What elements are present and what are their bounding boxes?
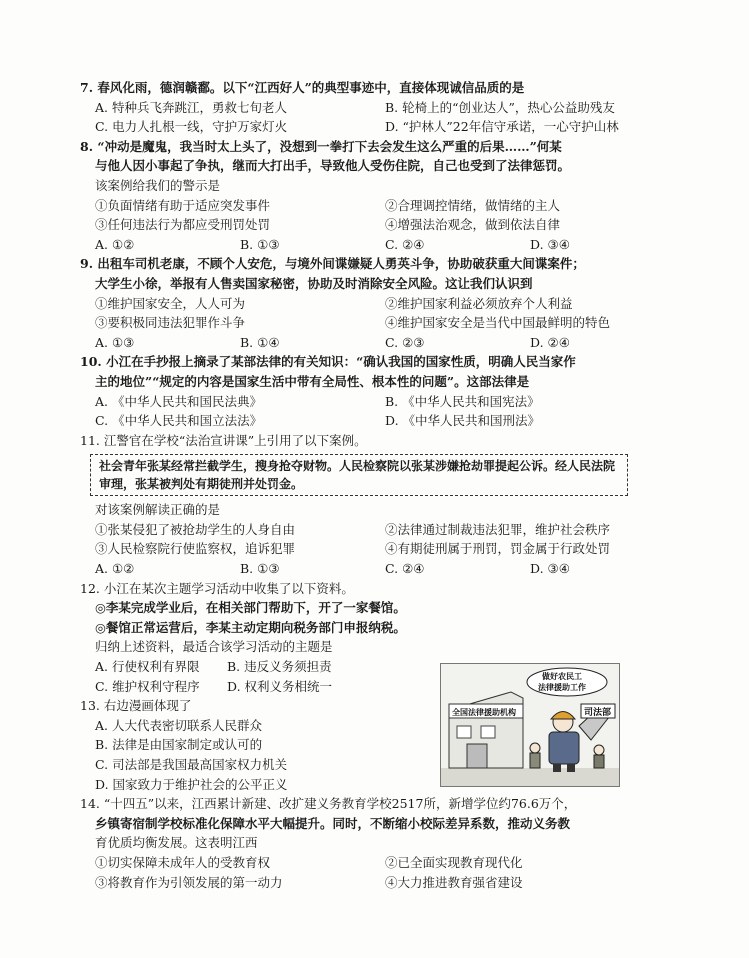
- q10-option-b: B. 《中华人民共和国宪法》: [385, 393, 540, 409]
- q7-option-c: C. 电力人扎根一线，守护万家灯火: [95, 119, 288, 135]
- q12-material-1: ◎李某完成学业后，在相关部门帮助下，开了一家餐馆。: [95, 600, 406, 616]
- q8-statements-row2: [80, 215, 628, 235]
- q10-stem-line2: 主的地位”“规定的内容是国家生活中带有全局性、根本性的问题”。这部法律是: [95, 373, 530, 389]
- q7-option-b: B. 轮椅上的“创业达人”，热心公益助残友: [385, 99, 615, 115]
- q9-statement-1: ①维护国家安全，人人可为: [95, 295, 246, 311]
- q9-statements-row1: [80, 294, 628, 314]
- ministry-badge-text: 司法部: [584, 708, 612, 718]
- q9-choice-b: B. ①④: [240, 334, 280, 350]
- q9-statement-3: ③要积极同违法犯罪作斗争: [95, 315, 246, 331]
- q11-choice-a: A. ①②: [95, 561, 135, 577]
- q11-statements-row2: [80, 539, 628, 559]
- q8-stem-line2: 与他人因小事起了争执，继而大打出手，导致他人受伤住院，自己也受到了法律惩罚。: [95, 158, 571, 174]
- q14-statements-row2: [80, 873, 628, 893]
- q10-option-a: A. 《中华人民共和国民法典》: [95, 393, 262, 409]
- q11-stem-line2: 对该案例解读正确的是: [95, 502, 221, 518]
- q10-options-row1: [80, 392, 628, 412]
- q8-stem-line1: 8. “冲动是魔鬼，我当时太上头了，没想到一拳打下去会发生这么严重的后果……”何某: [80, 138, 562, 154]
- q10-options-row2: [80, 411, 628, 431]
- q13-option-b: B. 法律是由国家制定或认可的: [95, 737, 263, 753]
- q12-material-2: ◎餐馆正常运营后，李某主动定期向税务部门申报纳税。: [95, 619, 406, 635]
- q8-choice-d: D. ③④: [530, 236, 570, 252]
- q9-stem-line2: 大学生小徐，举报有人售卖国家秘密，协助及时消除安全风险。这让我们认识到: [95, 275, 533, 291]
- q9-statements-row2: [80, 313, 628, 333]
- q11-statement-2: ②法律通过制裁违法犯罪，维护社会秩序: [385, 521, 611, 537]
- q14-stem-line3: 育优质均衡发展。这表明江西: [95, 835, 258, 851]
- q9-choices: [80, 333, 628, 353]
- cartoon-illustration: [441, 664, 619, 786]
- q11-statements-row1: [80, 520, 628, 540]
- bubble-line-1: 做好农民工: [542, 672, 582, 681]
- q14-statement-2: ②已全面实现教育现代化: [385, 854, 523, 870]
- q13-option-a: A. 人大代表密切联系人民群众: [95, 717, 262, 733]
- q11-statement-3: ③人民检察院行使监察权，追诉犯罪: [95, 541, 296, 557]
- q7-stem: 7. 春风化雨，德润赣鄱。以下“江西好人”的典型事迹中，直接体现诚信品质的是: [80, 80, 525, 95]
- q12-stem-line2: 归纳上述资料，最适合该学习活动的主题是: [95, 639, 333, 655]
- building-sign-text: 全国法律援助机构: [452, 708, 516, 717]
- q12-option-b: B. 违反义务须担责: [227, 659, 332, 675]
- q8-choice-b: B. ①③: [240, 236, 280, 252]
- q14-statement-4: ④大力推进教育强省建设: [385, 874, 523, 890]
- q13-option-d: D. 国家致力于维护社会的公平正义: [95, 776, 288, 792]
- q8-statement-4: ④增强法治观念，做到依法自律: [385, 217, 561, 233]
- q7-options-row2: [80, 117, 628, 137]
- q12-option-c: C. 维护权利守程序: [95, 678, 200, 694]
- q10-stem-line1: 10. 小江在手抄报上摘录了某部法律的有关知识：“确认我国的国家性质，明确人民当家作: [80, 354, 576, 370]
- q8-statement-3: ③任何违法行为都应受刑罚处罚: [95, 217, 271, 233]
- q8-choice-c: C. ②④: [385, 236, 425, 252]
- q8-choices: [80, 235, 628, 255]
- q11-statement-1: ①张某侵犯了被抢劫学生的人身自由: [95, 521, 296, 537]
- q7-options-row1: [80, 98, 628, 118]
- q12-option-d: D. 权利义务相统一: [227, 678, 333, 694]
- q11-choices: [80, 559, 628, 579]
- q9-choice-c: C. ②③: [385, 334, 425, 350]
- q13-option-c: C. 司法部是我国最高国家权力机关: [95, 757, 288, 772]
- q14-statement-1: ①切实保障未成年人的受教育权: [95, 854, 271, 870]
- q9-choice-a: A. ①③: [95, 334, 135, 350]
- q14-stem-line1: 14. “十四五”以来，江西累计新建、改扩建义务教育学校2517所，新增学位约76.6万个，: [80, 796, 577, 812]
- q12-stem: 12. 小江在某次主题学习活动中收集了以下资料。: [80, 580, 354, 596]
- q11-case-box: 社会青年张某经常拦截学生，搜身抢夺财物。人民检察院以张某涉嫌抢劫罪提起公诉。经人民法院审理，张某被判处有期徒刑并处罚金。: [90, 454, 628, 496]
- q8-stem-line3: 该案例给我们的警示是: [95, 177, 221, 193]
- q14-statements-row1: [80, 853, 628, 873]
- q9-choice-d: D. ②④: [530, 334, 570, 350]
- q8-statement-2: ②合理调控情绪，做情绪的主人: [385, 197, 561, 213]
- q13-stem: 13. 右边漫画体现了: [80, 698, 192, 714]
- q14-statement-3: ③将教育作为引领发展的第一动力: [95, 874, 283, 890]
- q7-option-d: D. “护林人”22年信守承诺，一心守护山林: [385, 119, 619, 135]
- q10-option-c: C. 《中华人民共和国立法法》: [95, 413, 263, 429]
- q11-statement-4: ④有期徒刑属于刑罚，罚金属于行政处罚: [385, 541, 611, 557]
- q8-statement-1: ①负面情绪有助于适应突发事件: [95, 197, 271, 213]
- q8-choice-a: A. ①②: [95, 236, 135, 252]
- q12-option-a: A. 行使权利有界限: [95, 659, 200, 675]
- q10-option-d: D. 《中华人民共和国刑法》: [385, 413, 541, 429]
- q9-statement-4: ④维护国家安全是当代中国最鲜明的特色: [385, 315, 611, 331]
- q11-choice-c: C. ②④: [385, 561, 425, 577]
- q7-option-a: A. 特种兵飞奔跳江，勇救七旬老人: [95, 99, 287, 115]
- q11-stem: 11. 江警官在学校“法治宣讲课”上引用了以下案例。: [80, 432, 367, 448]
- q9-statement-2: ②维护国家利益必须放弃个人利益: [385, 295, 573, 311]
- q8-statements-row1: [80, 196, 628, 216]
- q13-cartoon: [440, 663, 620, 787]
- bubble-line-2: 法律援助工作: [538, 683, 586, 692]
- q9-stem-line1: 9. 出租车司机老康，不顾个人安危，与境外间谍嫌疑人勇英斗争，协助破获重大间谍案件；: [80, 256, 585, 272]
- q11-choice-d: D. ③④: [530, 561, 570, 577]
- q11-choice-b: B. ①③: [240, 561, 280, 577]
- q14-stem-line2: 乡镇寄宿制学校标准化保障水平大幅提升。同时，不断缩小校际差异系数，推动义务教: [95, 815, 571, 831]
